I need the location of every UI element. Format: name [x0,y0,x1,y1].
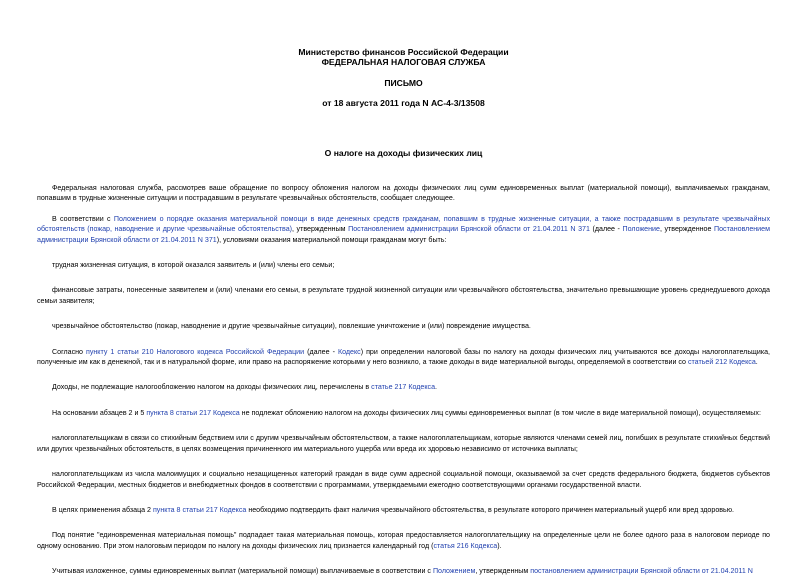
link-polozhenie[interactable]: Положение [622,225,660,234]
paragraph-text: налогоплательщикам из числа малоимущих и социально незащищенных категорий граждан в виде сумм адресной социальной помощи, оказываемой за счет средств федерального бюджета, бюджетов субъектов Российской Федерации, местных бюджетов и внебюджетных фондов в соответствии с программами, утверждаемыми ежегодно соответствующими органами государственной власти. [37,470,770,489]
link-polozhenie-full[interactable]: Положением о порядке оказания материальной помощи в виде денежных средств гражданам, попавшим в трудные жизненные ситуации, а также пострадавшим в результате чрезвычайных обстоятельств (пожар, наводнение и другие чрезвычайные обстоятельства) [37,214,771,234]
doc-date-heading: от 18 августа 2011 года N АС-4-3/13508 [322,98,485,108]
paragraph-text: , утвержденное [659,225,714,234]
list-item-recipients-2 [37,469,770,490]
paragraph-text: , утвержденным [292,225,349,234]
link-article-210[interactable]: пункту 1 статьи 210 Налогового кодекса Российской Федерации [86,347,305,356]
link-kodeks[interactable]: Кодекс [337,347,361,356]
paragraph-article-217-p8 [37,408,770,418]
paragraph-text: финансовые затраты, понесенные заявителем и (или) членами его семьи, в результате трудной жизненной ситуации или чрезвычайного обстоятельства, значительно превышающие уровень среднедушевого дохода семьи заявителя; [37,286,770,305]
paragraph-text: ). [497,541,502,550]
document-body [37,183,770,587]
paragraph-conclusion [37,566,770,576]
link-article-216[interactable]: статья 216 Кодекса [433,541,498,550]
paragraph-text: не подлежат обложению налогом на доходы физических лиц суммы единовременных выплат (в том числе в виде материальной помощи), осуществляемых: [239,408,761,417]
paragraph-text: . [755,358,758,367]
paragraph-emergency-proof [37,505,770,515]
link-article-212[interactable]: статьей 212 Кодекса [687,358,756,367]
paragraph-text: необходимо подтвердить факт наличия чрезвычайного обстоятельства, в результате которого причинен материальный ущерб или вред здоровью. [246,505,735,514]
doc-subject-heading: О налоге на доходы физических лиц [324,148,483,158]
list-item-recipients-1 [37,433,770,454]
link-polozhenie-second[interactable]: Положением [432,567,476,576]
paragraph-text: Под понятие "единовременная материальная помощь" подпадает такая материальная помощь, которая предоставляется налогоплательщику на определенные цели не более одного раза в налоговом периоде по одному основанию. При этом налоговым периодом по налогу на доходы физических лиц признается календарный год ( [37,531,770,550]
paragraph-text: чрезвычайное обстоятельство (пожар, наводнение и другие чрезвычайные ситуации), повлекшие уничтожение и (или) повреждение имущества. [52,322,531,331]
ministry-heading: Министерство финансов Российской Федерации [298,47,509,57]
paragraph-text: . [435,383,437,392]
paragraph-conditions [37,214,770,245]
service-heading: ФЕДЕРАЛЬНАЯ НАЛОГОВАЯ СЛУЖБА [321,57,486,67]
link-postanovlenie-371-third[interactable]: постановлением администрации Брянской области от 21.04.2011 N [530,567,753,576]
paragraph-text: Учитывая изложенное, суммы единовременных выплат (материальной помощи) выплачиваемые в соответствии с [52,567,433,576]
paragraph-text: Доходы, не подлежащие налогообложению налогом на доходы физических лиц, перечислены в [52,383,372,392]
list-item-condition-3 [37,321,770,331]
paragraph-text: В соответствии с [52,214,114,223]
link-article-217-p8-second[interactable]: пункта 8 статьи 217 Кодекса [152,505,247,514]
paragraph-text: налогоплательщикам в связи со стихийным бедствием или с другим чрезвычайным обстоятельством, а также налогоплательщикам, которые являются членами семей лиц, погибших в результате стихийных бедствий или других чрезвычайных обстоятельств, в целях возмещения причиненного им материального ущерба или вреда их здоровью независимо от источника выплаты; [37,434,770,453]
paragraph-text: Федеральная налоговая служба, рассмотрев ваше обращение по вопросу обложения налогом на доходы физических лиц сумм единовременных выплат (материальной помощи), выплачиваемых гражданам, попавшим в трудные жизненные ситуации и пострадавшим в результате чрезвычайных обстоятельств, сообщает следующее. [37,184,770,203]
paragraph-text: ), условиями оказания материальной помощи гражданам могут быть: [216,235,447,244]
paragraph-text: Согласно [52,347,86,356]
paragraph-text: (далее - [589,225,623,234]
link-article-217[interactable]: статье 217 Кодекса [371,383,436,392]
paragraph-article-210 [37,347,770,368]
list-item-condition-1 [37,260,770,270]
link-postanovlenie-371-second[interactable]: Постановлением администрации Брянской области от 21.04.2011 N 371 [37,225,770,244]
paragraph-text: ) при определении налоговой базы по налогу на доходы физических лиц учитываются все доходы налогоплательщика, полученные им как в денежной, так и в натуральной форме, или право на распоряжение которыми у него возникло, а также доходы в виде материальной выгоды, определяемой в соответствии со [37,347,770,367]
link-postanovlenie-371[interactable]: Постановлением администрации Брянской области от 21.04.2011 N 371 [348,225,590,234]
paragraph-one-time-aid [37,530,770,551]
paragraph-text: , утвержденным [475,567,531,576]
paragraph-article-217 [37,382,770,392]
list-item-condition-2 [37,285,770,306]
doc-type-heading: ПИСЬМО [384,78,423,88]
paragraph-text: На основании абзацев 2 и 5 [52,408,147,417]
paragraph-text: трудная жизненная ситуация, в которой оказался заявитель и (или) члены его семьи; [52,261,335,270]
link-article-217-p8[interactable]: пункта 8 статьи 217 Кодекса [146,408,240,417]
paragraph-text: (далее - [304,347,338,356]
paragraph-text: В целях применения абзаца 2 [52,505,153,514]
paragraph-intro [37,183,770,204]
